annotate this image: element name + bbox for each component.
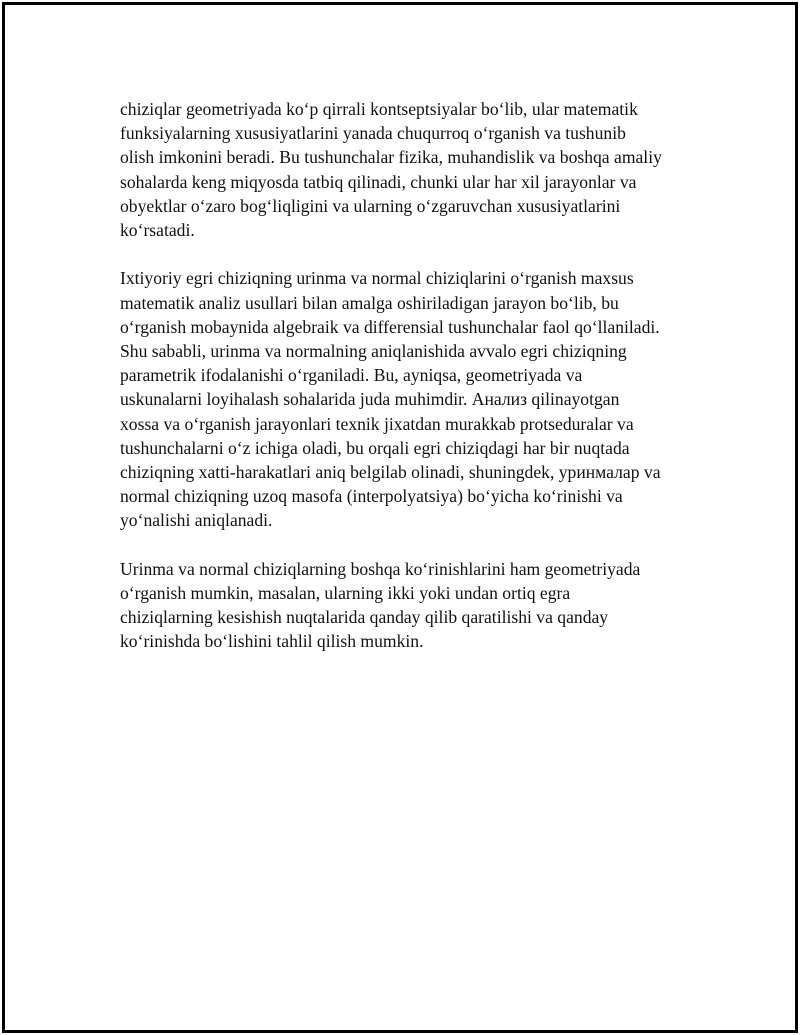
page-frame — [2, 2, 798, 1033]
paragraph-2: Ixtiyoriy egri chiziqning urinma va normal chiziqlarini oʻrganish maxsus matematik analiz usullari bilan amalga oshiriladigan jarayon boʻlib, bu oʻrganish mobaynida algebraik va differensial tushunchalar faol qoʻllaniladi. Shu sababli, urinma va normalning aniqlanishida avvalo egri chiziqning parametrik ifodalanishi oʻrganiladi. Bu, ayniqsa, geometriyada va uskunalarni loyihalash sohalarida juda muhimdir. Анализ qilinayotgan xossa va oʻrganish jarayonlari texnik jixatdan murakkab protseduralar va tushunchalarni oʻz ichiga oladi, bu orqali egri chiziqdagi har bir nuqtada chiziqning xatti-harakatlari aniq belgilab olinadi, shuningdek, уринмалар va normal chiziqning uzoq masofa (interpolyatsiya) boʻyicha koʻrinishi va yoʻnalishi aniqlanadi. — [120, 268, 661, 531]
paragraph-3: Urinma va normal chiziqlarning boshqa koʻrinishlarini ham geometriyada oʻrganish mumkin, masalan, ularning ikki yoki undan ortiq egra chiziqlarning kesishish nuqtalarida qanday qilib qaratilishi va qanday koʻrinishda boʻlishini tahlil qilish mumkin. — [120, 558, 641, 652]
paragraph-1: chiziqlar geometriyada koʻp qirrali kontseptsiyalar boʻlib, ular matematik funksiyalarning xususiyatlarini yanada chuqurroq oʻrganish va tushunib olish imkonini beradi. Bu tushunchalar fizika, muhandislik va boshqa amaliy sohalarda keng miqyosda tatbiq qilinadi, chunki ular har xil jarayonlar va obyektlar oʻzaro bogʻliqligini va ularning oʻzgaruvchan xususiyatlarini koʻrsatadi. — [120, 99, 662, 241]
document-body — [120, 97, 695, 678]
